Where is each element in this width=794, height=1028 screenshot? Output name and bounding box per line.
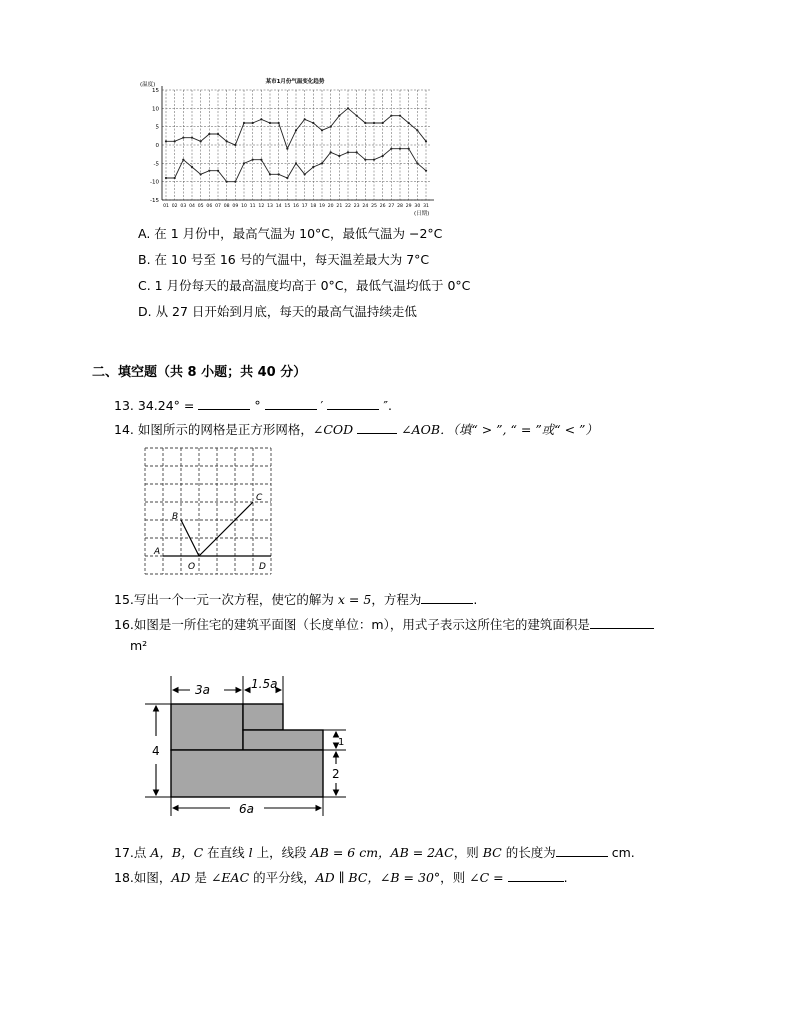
- q13-degree-unit: °: [254, 398, 261, 413]
- q16-text: 如图是一所住宅的建筑平面图（长度单位：m），用式子表示这所住宅的建筑面积是: [133, 617, 590, 632]
- high-point: [286, 148, 288, 150]
- low-point: [356, 151, 358, 153]
- high-point: [234, 144, 236, 146]
- low-point: [321, 162, 323, 164]
- q16-floor-plan: [140, 668, 360, 823]
- chart-y-tick-label: -10: [150, 179, 159, 186]
- room-middle-right: [243, 730, 323, 750]
- q13-second-unit: ″.: [383, 398, 393, 413]
- high-point: [200, 140, 202, 142]
- chart-x-tick-label: 26: [379, 204, 386, 209]
- question-15: [114, 591, 477, 608]
- low-point: [312, 166, 314, 168]
- low-point: [165, 177, 167, 179]
- low-point: [295, 162, 297, 164]
- chart-title: 某市1月份气温变化趋势: [265, 79, 325, 85]
- high-point: [182, 137, 184, 139]
- high-point: [408, 122, 410, 124]
- q17-text-e: 上，线段: [256, 845, 307, 860]
- chart-x-tick-label: 19: [319, 204, 325, 209]
- dim-3a: 3a: [195, 683, 210, 697]
- low-point: [191, 166, 193, 168]
- q17-line-l: l: [248, 845, 253, 860]
- q14-blank[interactable]: [357, 421, 397, 434]
- chart-x-tick-label: 07: [215, 204, 221, 209]
- q13-blank-seconds[interactable]: [327, 397, 379, 410]
- high-point: [269, 122, 271, 124]
- low-point: [234, 181, 236, 183]
- label-b: B: [172, 512, 179, 522]
- q17-blank[interactable]: [556, 844, 608, 857]
- low-point: [399, 148, 401, 150]
- chart-x-tick-label: 05: [197, 204, 204, 209]
- chart-x-tick-label: 15: [284, 204, 291, 209]
- chart-x-tick-label: 13: [267, 204, 273, 209]
- low-point: [208, 170, 210, 172]
- chart-x-tick-label: 03: [180, 204, 187, 209]
- chart-grid: [162, 90, 430, 200]
- dim-6a: 6a: [239, 802, 254, 816]
- chart-x-tick-label: 22: [345, 204, 351, 209]
- low-point: [182, 159, 184, 161]
- high-point: [217, 133, 219, 135]
- chart-x-tick-label: 01: [163, 204, 169, 209]
- chart-y-tick-label: -15: [150, 198, 159, 204]
- q16-unit: m²: [130, 638, 148, 653]
- chart-y-tick-label: 0: [155, 143, 159, 149]
- label-a: A: [154, 547, 161, 557]
- high-point: [260, 118, 262, 120]
- chart-x-tick-label: 18: [310, 204, 317, 209]
- question-17: [114, 844, 635, 861]
- q18-period: .: [563, 870, 568, 885]
- low-point: [338, 155, 340, 157]
- low-point: [390, 148, 392, 150]
- section-title: 二、填空题（共 8 小题；共 40 分）: [92, 365, 307, 380]
- question-14: [114, 421, 598, 438]
- high-point: [425, 140, 427, 142]
- label-c: C: [256, 493, 263, 503]
- q18-ad: AD: [171, 870, 191, 885]
- chart-y-tick-label: -5: [153, 161, 159, 168]
- label-d: D: [259, 562, 266, 572]
- chart-axes: [162, 86, 434, 200]
- chart-x-tick-label: 30: [414, 204, 421, 209]
- high-point: [295, 129, 297, 131]
- high-point: [252, 122, 254, 124]
- q17-number: 17.: [114, 845, 134, 860]
- q17-points: A，B，C: [150, 845, 204, 860]
- high-point: [208, 133, 210, 135]
- high-point: [338, 115, 340, 117]
- q17-unit: cm.: [611, 845, 635, 860]
- q18-text-g: ，则: [440, 870, 466, 885]
- chart-x-tick-label: 14: [275, 204, 282, 209]
- q17-text-g: ，则: [453, 845, 479, 860]
- chart-x-tick-label: 29: [405, 204, 412, 209]
- high-point: [226, 140, 228, 142]
- q18-angle-eac: ∠EAC: [210, 870, 250, 885]
- chart-x-tick-label: 31: [423, 204, 429, 209]
- q14-grid-lines: [145, 448, 271, 574]
- low-point: [226, 181, 228, 183]
- high-point: [399, 115, 401, 117]
- low-point: [286, 177, 288, 179]
- low-point: [260, 159, 262, 161]
- high-point: [174, 140, 176, 142]
- chart-x-tick-label: 09: [232, 204, 239, 209]
- low-point: [278, 173, 280, 175]
- q15-number: 15.: [114, 592, 134, 607]
- q13-expression: 34.24° =: [137, 398, 195, 413]
- segment-oc: [199, 502, 253, 556]
- high-point: [356, 115, 358, 117]
- question-16: [114, 616, 654, 633]
- high-point: [416, 129, 418, 131]
- q14-angle-cod: ∠COD: [312, 422, 354, 437]
- option-b: B. 在 10 号至 16 号的气温中，每天温差最大为 7°C: [138, 252, 430, 267]
- chart-y-tick-label: 15: [152, 88, 159, 94]
- chart-x-tick-label: 28: [397, 204, 403, 209]
- low-point: [416, 162, 418, 164]
- low-point: [252, 159, 254, 161]
- q18-text-c: 是: [194, 870, 207, 885]
- dim-1-5a: 1.5a: [251, 677, 278, 691]
- low-point: [243, 162, 245, 164]
- q17-condition: AB = 6 cm，AB = 2AC: [310, 845, 454, 860]
- room-top-right: [243, 704, 283, 730]
- chart-x-tick-label: 23: [353, 204, 360, 209]
- chart-x-tick-label: 27: [388, 204, 395, 209]
- q17-text-a: 点: [133, 845, 147, 860]
- q18-text-a: 如图，: [133, 870, 172, 885]
- low-point: [382, 155, 384, 157]
- q18-blank[interactable]: [508, 869, 564, 882]
- chart-x-tick-label: 06: [206, 204, 213, 209]
- high-point: [278, 122, 280, 124]
- dim-1: 1: [338, 737, 345, 748]
- chart-x-tick-label: 02: [171, 204, 178, 209]
- room-top-left: [171, 704, 243, 750]
- q15-text: 写出一个一元一次方程，使它的解为: [133, 592, 334, 607]
- dim-2: 2: [332, 767, 340, 781]
- q16-rooms: [171, 704, 323, 797]
- room-bottom: [171, 750, 323, 797]
- low-point: [373, 159, 375, 161]
- q14-text-2: ∠AOB．（填“ > ”, “ = ”或“ < ”）: [401, 422, 598, 437]
- q13-blank-minutes[interactable]: [265, 397, 317, 410]
- low-point: [174, 177, 176, 179]
- temperature-chart: [140, 72, 440, 217]
- q13-minute-unit: ′: [320, 398, 324, 413]
- high-point: [243, 122, 245, 124]
- high-point: [304, 118, 306, 120]
- low-point: [425, 170, 427, 172]
- dim-4: 4: [152, 744, 160, 758]
- q17-bc: BC: [482, 845, 502, 860]
- q14-text: 如图所示的网格是正方形网格，: [137, 422, 313, 437]
- high-point: [191, 137, 193, 139]
- option-d: D. 从 27 日开始到月底，每天的最高气温持续走低: [138, 304, 417, 319]
- chart-y-tick-label: 5: [155, 124, 159, 131]
- chart-x-tick-label: 12: [258, 204, 265, 209]
- low-point: [364, 159, 366, 161]
- low-point: [408, 148, 410, 150]
- low-point: [217, 170, 219, 172]
- q13-number: 13.: [114, 398, 134, 413]
- chart-x-tick-label: 04: [189, 204, 195, 209]
- chart-x-tick-label: 11: [249, 204, 256, 209]
- low-point: [269, 173, 271, 175]
- chart-x-tick-label: 08: [223, 204, 230, 209]
- low-point: [304, 173, 306, 175]
- option-c: C. 1 月份每天的最高温度均高于 0°C，最低气温均低于 0°C: [138, 278, 471, 293]
- q13-blank-degrees[interactable]: [198, 397, 250, 410]
- chart-x-tick-label: 17: [301, 204, 308, 209]
- chart-x-tick-label: 20: [327, 204, 334, 209]
- chart-x-tick-label: 21: [336, 204, 343, 209]
- q18-condition: AD ∥ BC，∠B = 30°: [315, 870, 441, 885]
- chart-tick-labels: [150, 88, 429, 209]
- low-point: [330, 151, 332, 153]
- q18-number: 18.: [114, 870, 134, 885]
- option-a: A. 在 1 月份中，最高气温为 10°C，最低气温为 −2°C: [138, 226, 443, 241]
- chart-x-tick-label: 16: [293, 204, 299, 209]
- high-point: [330, 126, 332, 128]
- q18-text-e: 的平分线，: [253, 870, 316, 885]
- high-point: [390, 115, 392, 117]
- q16-number: 16.: [114, 617, 134, 632]
- q15-solution: x = 5: [337, 592, 372, 607]
- question-18: [114, 869, 568, 886]
- chart-x-label: (日期): [414, 211, 430, 217]
- chart-y-label: (温度): [140, 82, 156, 88]
- q15-blank[interactable]: [421, 591, 473, 604]
- high-point: [347, 107, 349, 109]
- high-point: [165, 140, 167, 142]
- high-point: [312, 122, 314, 124]
- low-point: [200, 173, 202, 175]
- chart-x-tick-label: 24: [362, 204, 369, 209]
- label-o: O: [188, 562, 196, 572]
- q16-blank[interactable]: [590, 616, 654, 629]
- q18-angle-c: ∠C =: [469, 870, 504, 885]
- q15-text-2: ，方程为: [371, 592, 422, 607]
- question-13: [114, 397, 392, 414]
- q17-text-c: 在直线: [207, 845, 245, 860]
- high-point: [321, 129, 323, 131]
- chart-x-tick-label: 25: [371, 204, 377, 209]
- low-point: [347, 151, 349, 153]
- high-point: [373, 122, 375, 124]
- chart-y-tick-label: 10: [152, 106, 159, 113]
- q17-text-i: 的长度为: [505, 845, 556, 860]
- q14-number: 14.: [114, 422, 134, 437]
- q15-period: .: [473, 592, 478, 607]
- chart-x-tick-label: 10: [241, 204, 247, 209]
- high-point: [382, 122, 384, 124]
- high-point: [364, 122, 366, 124]
- q14-grid-figure: [140, 442, 280, 582]
